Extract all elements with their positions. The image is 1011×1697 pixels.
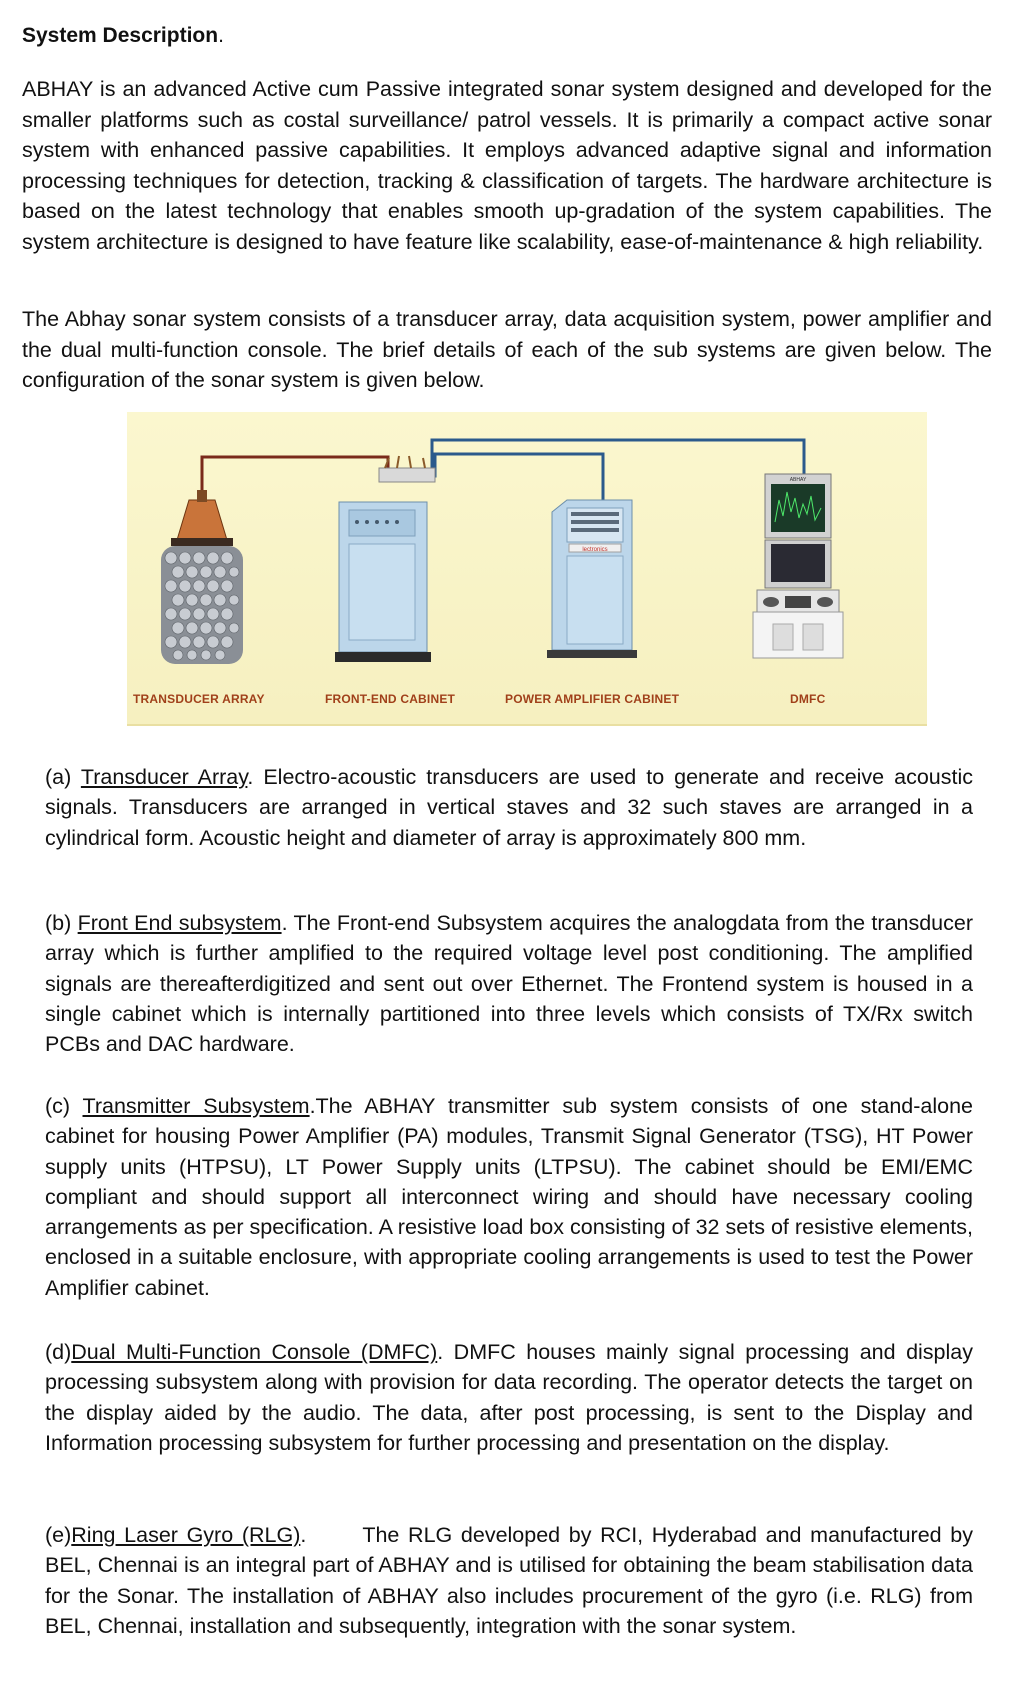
title-period: . <box>218 24 224 47</box>
dmfc-console-image <box>753 474 843 658</box>
section-body: . Electro-acoustic transducers are used to generate and receive acoustic signals. Transducers are arranged in vertical staves and 32 such staves are arranged in a cylindrical form. Acoustic height and diameter of array is approximately 800 mm. <box>45 765 973 850</box>
section-heading: Transmitter Subsystem <box>82 1094 310 1118</box>
dmfc-badge-text: ABHAY <box>789 477 807 483</box>
intro-paragraph-2: The Abhay sonar system consists of a transducer array, data acquisition system, power amplifier and the dual multi-function console. The brief details of each of the sub systems are given below. The configuration of the sonar system is given below. <box>22 307 992 392</box>
configuration-diagram <box>127 412 927 724</box>
section-transducer-array <box>45 762 973 853</box>
pa-badge-text: lectronics <box>582 547 608 553</box>
connection-cables <box>202 440 804 502</box>
power-amplifier-cabinet-image <box>547 500 637 658</box>
cable-transducer-frontend <box>202 457 388 500</box>
cable-frontend-dmfc <box>432 440 804 474</box>
section-heading: Dual Multi-Function Console (DMFC) <box>71 1340 438 1364</box>
section-transmitter-subsystem <box>45 1091 973 1303</box>
section-dmfc <box>45 1337 973 1458</box>
section-prefix: (c) <box>45 1094 83 1118</box>
system-configuration-figure <box>127 412 927 726</box>
title-text: System Description <box>22 24 219 47</box>
label-dmfc: DMFC <box>790 692 826 706</box>
intro-paragraph-1: ABHAY is an advanced Active cum Passive integrated sonar system designed and developed for the smaller platforms such as costal surveillance/ patrol vessels. It is primarily a compact active sonar system with enhanced passive capabilities. It employs advanced adaptive signal and information processing techniques for detection, tracking & classification of targets. The hardware architecture is based on the latest technology that enables smooth up-gradation of the system capabilities. The system architecture is designed to have feature like scalability, ease-of-maintenance & high reliability. <box>22 77 992 254</box>
section-period: . <box>300 1523 307 1547</box>
section-body: . DMFC houses mainly signal processing and display processing subsystem along with provision for data recording. The operator detects the target on the display aided by the audio. The data, after post processing, is sent to the Display and Information processing subsystem for further processing and presentation on the display. <box>45 1340 973 1455</box>
section-body: The RLG developed by RCI, Hyderabad and manufactured by BEL, Chennai is an integral part of ABHAY and is utilised for obtaining the beam stabilisation data for the Sonar. The installation of ABHAY also includes procurement of the gyro (i.e. RLG) from BEL, Chennai, installation and subsequently, integration with the sonar system. <box>45 1523 973 1638</box>
section-body: . The Front-end Subsystem acquires the analogdata from the transducer array which is further amplified to the required voltage level post conditioning. The amplified signals are thereafterdigitized and sent out over Ethernet. The Frontend system is housed in a single cabinet which is internally partitioned into three levels which consists of TX/Rx switch PCBs and DAC hardware. <box>45 911 974 1057</box>
section-heading: Transducer Array <box>80 765 248 789</box>
cable-frontend-pa <box>410 454 603 502</box>
transducer-array-image <box>161 490 243 664</box>
section-body: .The ABHAY transmitter sub system consists of one stand-alone cabinet for housing Power Amplifier (PA) modules, Transmit Signal Generator (TSG), HT Power supply units (HTPSU), LT Power Supply units (LTPSU). The cabinet should be EMI/EMC compliant and should support all interconnect wiring and should have necessary cooling arrangements as per specification. A resistive load box consisting of 32 sets of resistive elements, enclosed in a suitable enclosure, with appropriate cooling arrangements is used to test the Power Amplifier cabinet. <box>45 1094 973 1300</box>
front-end-cabinet-image <box>335 456 435 662</box>
section-heading: Ring Laser Gyro (RLG) <box>71 1523 301 1547</box>
label-power-amplifier-cabinet: POWER AMPLIFIER CABINET <box>505 692 680 706</box>
section-front-end-subsystem <box>45 908 973 1059</box>
section-prefix: (b) <box>45 911 78 935</box>
label-front-end-cabinet: FRONT-END CABINET <box>325 692 456 706</box>
page-title <box>22 24 224 48</box>
label-transducer-array: TRANSDUCER ARRAY <box>133 692 265 706</box>
section-heading: Front End subsystem <box>77 911 282 935</box>
section-prefix: (a) <box>45 765 81 789</box>
section-ring-laser-gyro <box>45 1520 973 1641</box>
section-prefix: (d) <box>45 1340 72 1364</box>
section-prefix: (e) <box>45 1523 72 1547</box>
